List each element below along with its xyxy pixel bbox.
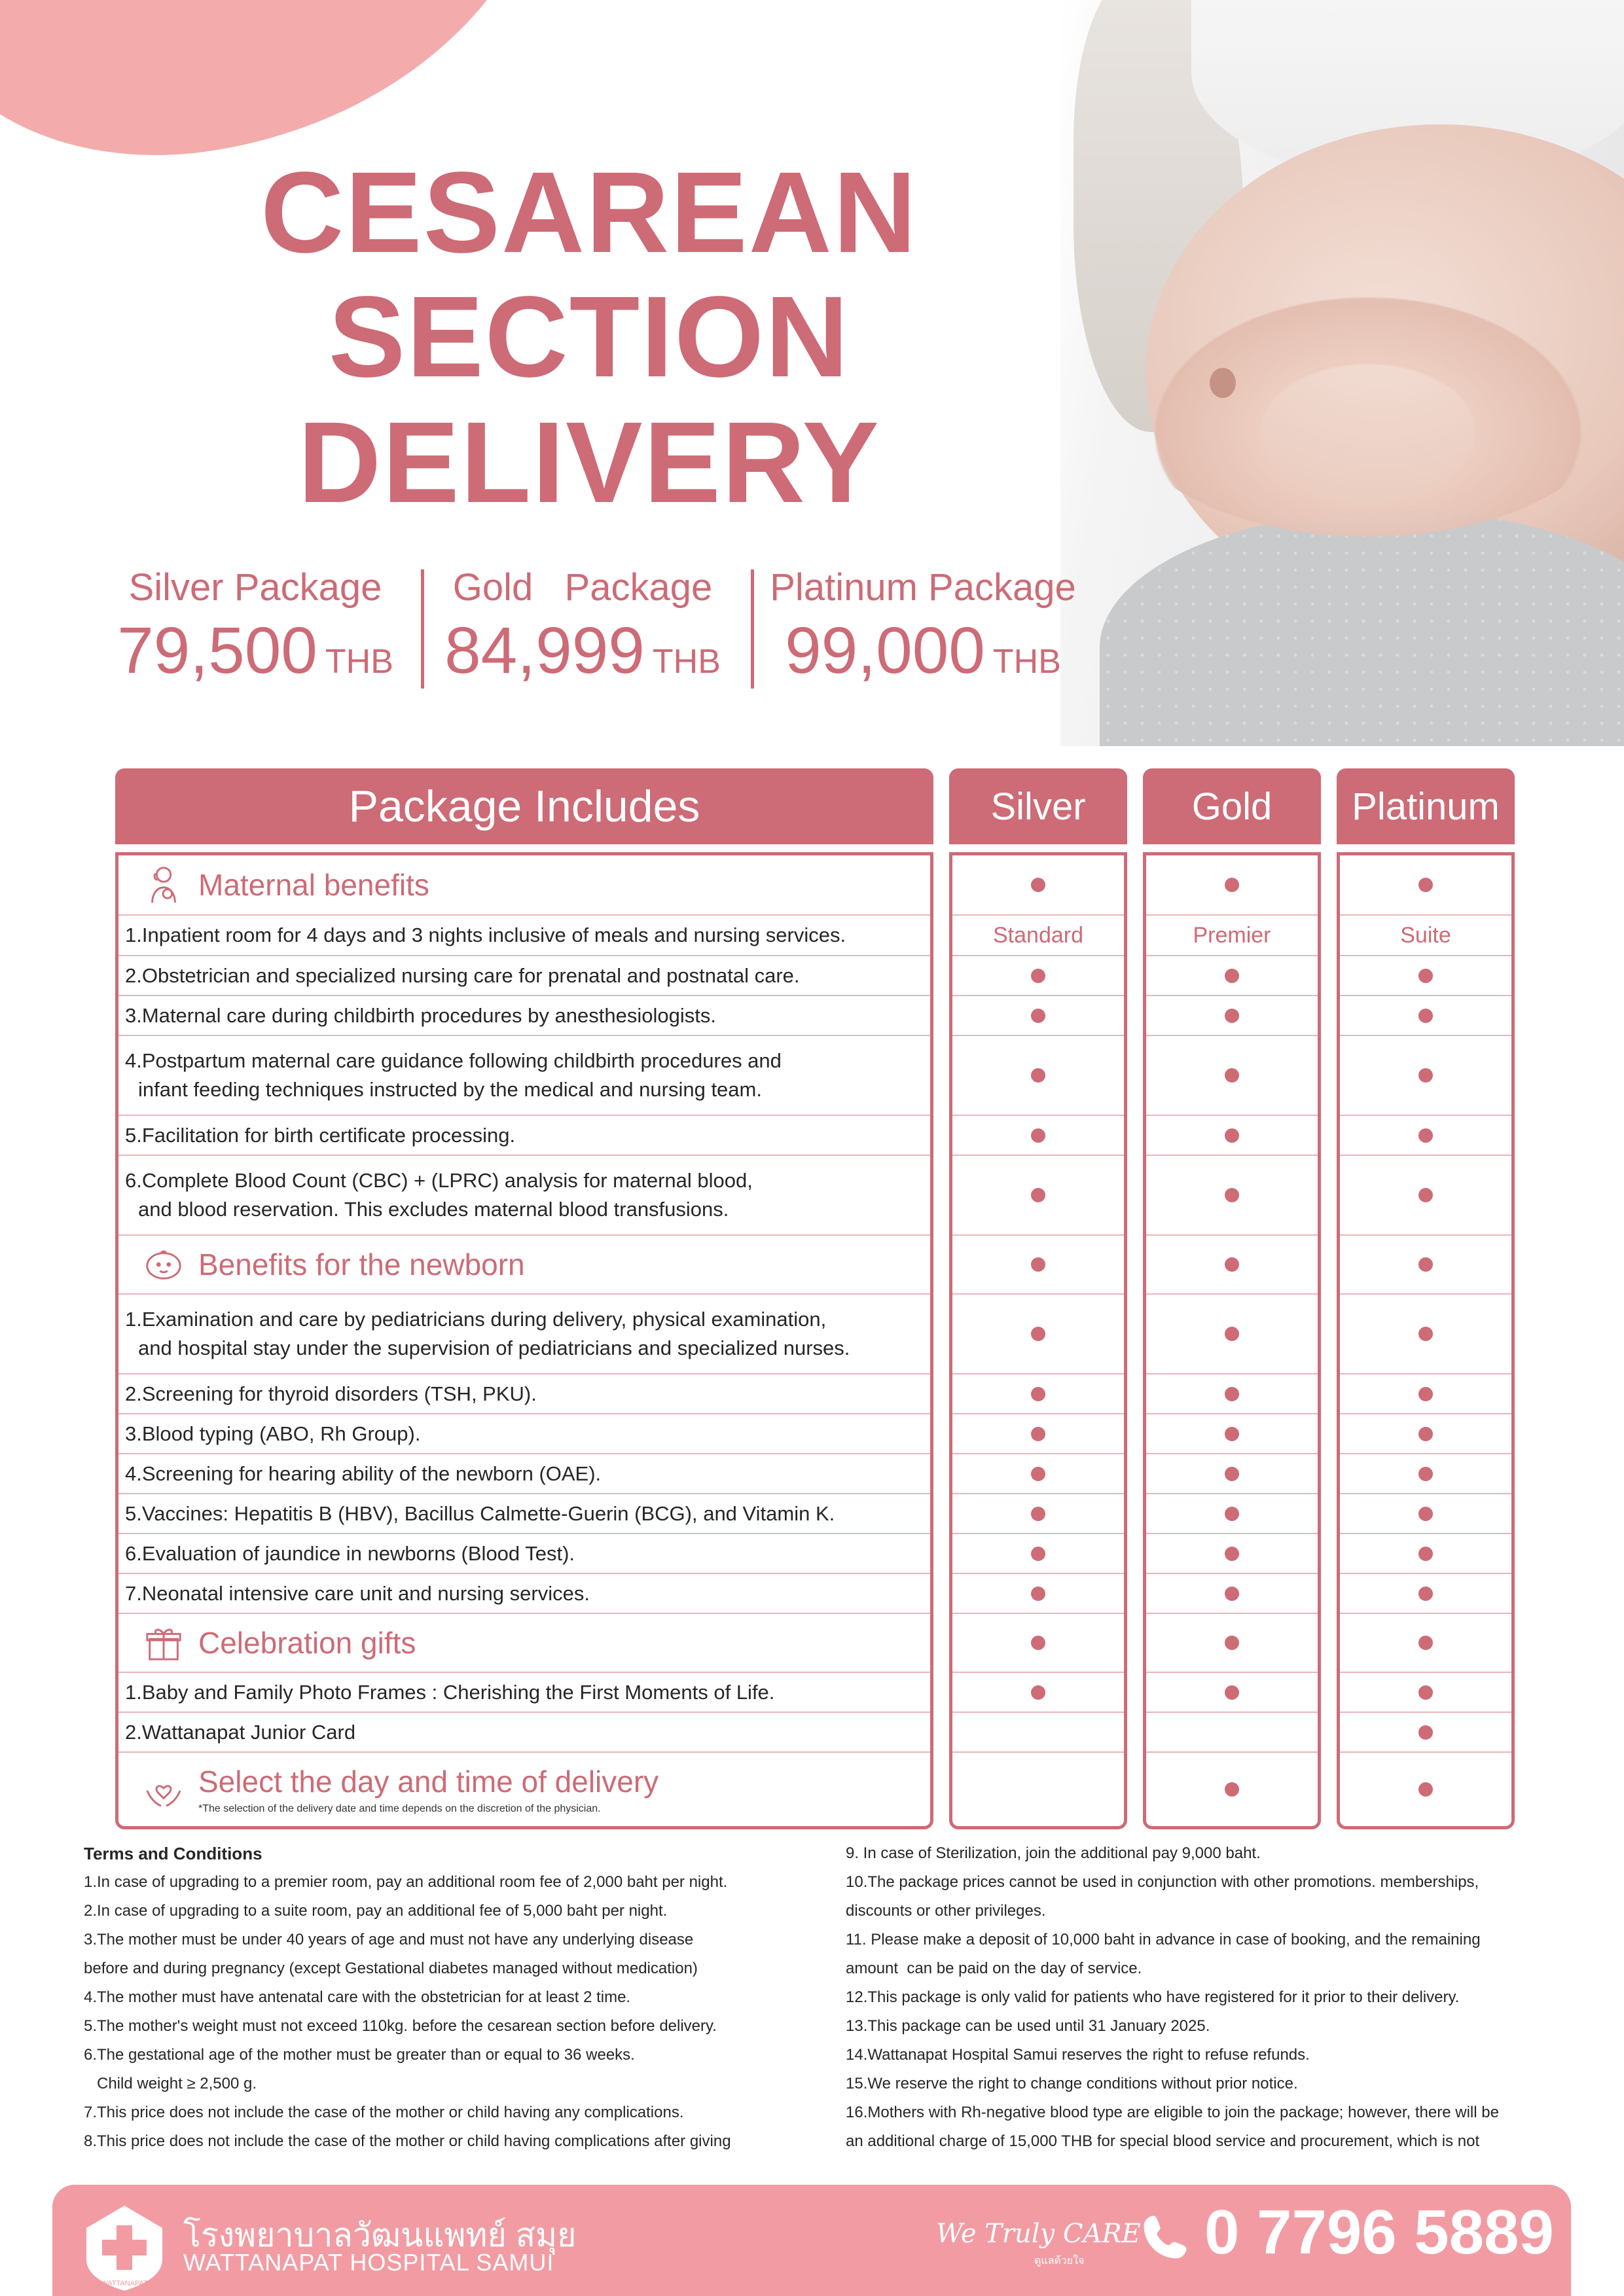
terms-item: 15.We reserve the right to change conditions without prior notice. — [846, 2075, 1298, 2092]
included-dot — [1418, 878, 1433, 892]
room-type-silver: Standard — [993, 922, 1083, 948]
price-silver-value: 79,500 — [117, 614, 317, 687]
included-dot — [1418, 1547, 1433, 1561]
table-row — [118, 1672, 930, 1712]
page-title-line-3: DELIVERY — [298, 399, 880, 527]
terms-item: 10.The package prices cannot be used in conjunction with other promotions. memberships, — [846, 1873, 1479, 1891]
price-platinum — [766, 564, 1080, 701]
included-dot — [1225, 969, 1239, 983]
included-dot — [1225, 1685, 1239, 1700]
row-label: and hospital stay under the supervision of pediatricians and specialized nurses. — [138, 1336, 850, 1359]
terms-item: 3.The mother must be under 40 years of age and must not have any underlying disease — [84, 1931, 694, 1948]
included-dot — [1031, 1257, 1045, 1272]
included-dot — [1225, 1257, 1239, 1272]
page-title-line-2: SECTION — [328, 273, 850, 401]
terms-item: 7.This price does not include the case of the mother or child having any complications. — [84, 2104, 684, 2121]
column-header-gold: Gold — [1143, 768, 1321, 844]
phone-icon — [1139, 2211, 1191, 2263]
baby-icon — [143, 1244, 184, 1285]
section-gifts-title: Celebration gifts — [198, 1626, 416, 1660]
column-header-platinum: Platinum — [1337, 768, 1515, 844]
terms-item: 5.The mother's weight must not exceed 110kg. before the cesarean section before delivery. — [84, 2017, 717, 2035]
section-maternal-title: Maternal benefits — [198, 868, 429, 902]
included-dot — [1031, 1587, 1045, 1601]
section-maternal — [118, 855, 930, 914]
row-label: 7.Neonatal intensive care unit and nursing services. — [125, 1581, 590, 1605]
terms-heading: Terms and Conditions — [84, 1844, 262, 1863]
included-dot — [1031, 1467, 1045, 1481]
hospital-name-english: WATTANAPAT HOSPITAL SAMUI — [183, 2249, 554, 2276]
row-label: and blood reservation. This excludes maternal blood transfusions. — [138, 1198, 729, 1221]
included-dot — [1418, 969, 1433, 983]
terms-item: 8.This price does not include the case of the mother or child having complications after giving — [84, 2132, 731, 2150]
row-label: 2.Screening for thyroid disorders (TSH, PKU). — [125, 1382, 537, 1405]
included-dot — [1031, 1327, 1045, 1341]
included-dot — [1225, 1387, 1239, 1401]
table-row — [118, 1373, 930, 1413]
platinum-column — [1337, 852, 1515, 1829]
included-dot — [1225, 1128, 1239, 1143]
gold-column — [1143, 852, 1321, 1829]
mother-icon — [143, 865, 184, 905]
terms-item: 4.The mother must have antenatal care with the obstetrician for at least 2 time. — [84, 1988, 631, 2006]
terms-item: 6.The gestational age of the mother must be greater than or equal to 36 weeks. — [84, 2046, 635, 2064]
table-row — [118, 1533, 930, 1573]
table-row — [118, 1413, 930, 1453]
included-dot — [1418, 1782, 1433, 1797]
included-dot — [1031, 1685, 1045, 1700]
price-gold-name: Gold Package — [452, 566, 713, 609]
row-label: 2.Obstetrician and specialized nursing care for prenatal and postnatal care. — [125, 963, 800, 987]
included-dot — [1031, 1009, 1045, 1023]
included-dot — [1225, 1009, 1239, 1023]
table-row — [118, 1453, 930, 1493]
included-dot — [1418, 1068, 1433, 1083]
row-label: infant feeding techniques instructed by the medical and nursing team. — [138, 1078, 762, 1101]
price-divider — [751, 569, 754, 689]
price-silver-currency: THB — [325, 643, 393, 681]
included-dot — [1418, 1467, 1433, 1481]
terms-item: 1.In case of upgrading to a premier room, pay an additional room fee of 2,000 baht per night. — [84, 1873, 728, 1891]
included-dot — [1031, 1128, 1045, 1143]
included-dot — [1031, 1387, 1045, 1401]
table-row — [118, 1035, 930, 1115]
terms-right — [846, 1839, 1585, 2156]
price-divider — [421, 569, 424, 689]
terms-item: 9. In case of Sterilization, join the additional pay 9,000 baht. — [846, 1844, 1261, 1862]
included-dot — [1225, 1547, 1239, 1561]
included-dot — [1031, 969, 1045, 983]
included-dot — [1418, 1427, 1433, 1441]
room-type-gold: Premier — [1193, 922, 1271, 948]
row-label: 6.Evaluation of jaundice in newborns (Blood Test). — [125, 1541, 575, 1565]
row-label: 6.Complete Blood Count (CBC) + (LPRC) analysis for maternal blood, — [125, 1169, 753, 1192]
price-silver-name: Silver Package — [128, 566, 382, 609]
included-dot — [1418, 1636, 1433, 1650]
terms-item: 14.Wattanapat Hospital Samui reserves the right to refuse refunds. — [846, 2046, 1310, 2064]
terms-item: 12.This package is only valid for patients who have registered for it prior to their delivery. — [846, 1988, 1460, 2006]
included-dot — [1031, 1068, 1045, 1083]
silver-column — [949, 852, 1127, 1829]
row-label: 3.Blood typing (ABO, Rh Group). — [125, 1422, 421, 1445]
included-dot — [1225, 1782, 1239, 1797]
included-dot — [1225, 1188, 1239, 1202]
page-title-line-1: CESAREAN — [261, 149, 918, 277]
included-dot — [1225, 1636, 1239, 1650]
terms-item: amount can be paid on the day of service. — [846, 1960, 1142, 1977]
row-label: 4.Postpartum maternal care guidance following childbirth procedures and — [125, 1049, 782, 1072]
included-dot — [1418, 1507, 1433, 1521]
terms-left — [84, 1839, 837, 2156]
included-dot — [1225, 1068, 1239, 1083]
table-row — [118, 995, 930, 1035]
row-label: 4.Screening for hearing ability of the newborn (OAE). — [125, 1462, 602, 1485]
terms-item: discounts or other privileges. — [846, 1902, 1046, 1920]
slogan: We Truly CARE — [936, 2219, 1141, 2249]
included-dot — [1225, 1467, 1239, 1481]
row-label: 5.Facilitation for birth certificate processing. — [125, 1123, 516, 1147]
table-row — [118, 1573, 930, 1613]
terms-item: 16.Mothers with Rh-negative blood type are eligible to join the package; however, there will be — [846, 2104, 1499, 2121]
included-dot — [1418, 1725, 1433, 1740]
included-dot — [1031, 1547, 1045, 1561]
section-select-title: Select the day and time of delivery — [198, 1765, 659, 1799]
terms-item: 13.This package can be used until 31 January 2025. — [846, 2017, 1210, 2035]
section-newborn — [118, 1234, 930, 1293]
select-note: *The selection of the delivery date and time depends on the discretion of the physician. — [198, 1803, 601, 1814]
terms-item: 11. Please make a deposit of 10,000 baht in advance in case of booking, and the remaining — [846, 1931, 1481, 1948]
terms-item: an additional charge of 15,000 THB for special blood service and procurement, which is not — [846, 2132, 1480, 2150]
row-label: 1.Examination and care by pediatricians during delivery, physical examination, — [125, 1308, 827, 1331]
price-gold-value: 84,999 — [444, 614, 645, 687]
terms-item: 2.In case of upgrading to a suite room, pay an additional fee of 5,000 baht per night. — [84, 1902, 668, 1920]
hospital-logo-icon — [80, 2202, 169, 2293]
terms-item: Child weight ≥ 2,500 g. — [84, 2075, 257, 2092]
table-row — [118, 1493, 930, 1533]
table-row — [118, 1712, 930, 1751]
section-newborn-title: Benefits for the newborn — [198, 1247, 525, 1282]
footer-bar — [52, 2185, 1571, 2296]
table-row — [118, 1115, 930, 1155]
row-label: 3.Maternal care during childbirth procedures by anesthesiologists. — [125, 1003, 716, 1027]
price-silver — [111, 564, 399, 701]
included-dot — [1031, 1507, 1045, 1521]
included-dot — [1418, 1327, 1433, 1341]
table-row — [118, 914, 930, 955]
price-platinum-currency: THB — [992, 643, 1061, 681]
features-panel — [115, 852, 933, 1829]
table-row — [118, 955, 930, 995]
included-dot — [1225, 1427, 1239, 1441]
hands-heart-icon — [143, 1769, 184, 1810]
phone-number[interactable]: 0 7796 5889 — [1204, 2197, 1554, 2267]
included-dot — [1225, 878, 1239, 892]
logo-text: WATTANAPAT — [101, 2280, 148, 2287]
row-label: 1.Baby and Family Photo Frames : Cherishing the First Moments of Life. — [125, 1680, 775, 1704]
included-dot — [1225, 1327, 1239, 1341]
row-label: 5.Vaccines: Hepatitis B (HBV), Bacillus Calmette-Guerin (BCG), and Vitamin K. — [125, 1501, 835, 1525]
gift-icon — [143, 1623, 184, 1663]
included-dot — [1418, 1257, 1433, 1272]
row-label: 2.Wattanapat Junior Card — [125, 1720, 356, 1744]
included-dot — [1225, 1587, 1239, 1601]
section-gifts — [118, 1613, 930, 1672]
hospital-name-thai: โรงพยาบาลวัฒนแพทย์ สมุย — [183, 2217, 577, 2253]
row-label: 1.Inpatient room for 4 days and 3 nights inclusive of meals and nursing services. — [125, 924, 846, 946]
included-dot — [1031, 1427, 1045, 1441]
included-dot — [1418, 1685, 1433, 1700]
price-gold-currency: THB — [652, 643, 721, 681]
price-platinum-value: 99,000 — [785, 614, 985, 687]
room-type-platinum: Suite — [1400, 922, 1451, 948]
section-select-delivery — [118, 1751, 930, 1826]
table-row — [118, 1155, 930, 1234]
included-dot — [1031, 1636, 1045, 1650]
included-dot — [1418, 1188, 1433, 1202]
table-row — [118, 1293, 930, 1373]
included-dot — [1225, 1507, 1239, 1521]
included-dot — [1418, 1387, 1433, 1401]
included-dot — [1031, 878, 1045, 892]
included-dot — [1418, 1587, 1433, 1601]
included-dot — [1418, 1009, 1433, 1023]
column-header-silver: Silver — [949, 768, 1127, 844]
included-dot — [1418, 1128, 1433, 1143]
included-dot — [1031, 1188, 1045, 1202]
price-platinum-name: Platinum Package — [770, 566, 1076, 609]
slogan-thai: ดูแลด้วยใจ — [1034, 2255, 1085, 2267]
terms-item: before and during pregnancy (except Gestational diabetes managed without medication) — [84, 1960, 698, 1977]
price-gold — [439, 564, 727, 701]
package-includes-header: Package Includes — [115, 768, 933, 844]
